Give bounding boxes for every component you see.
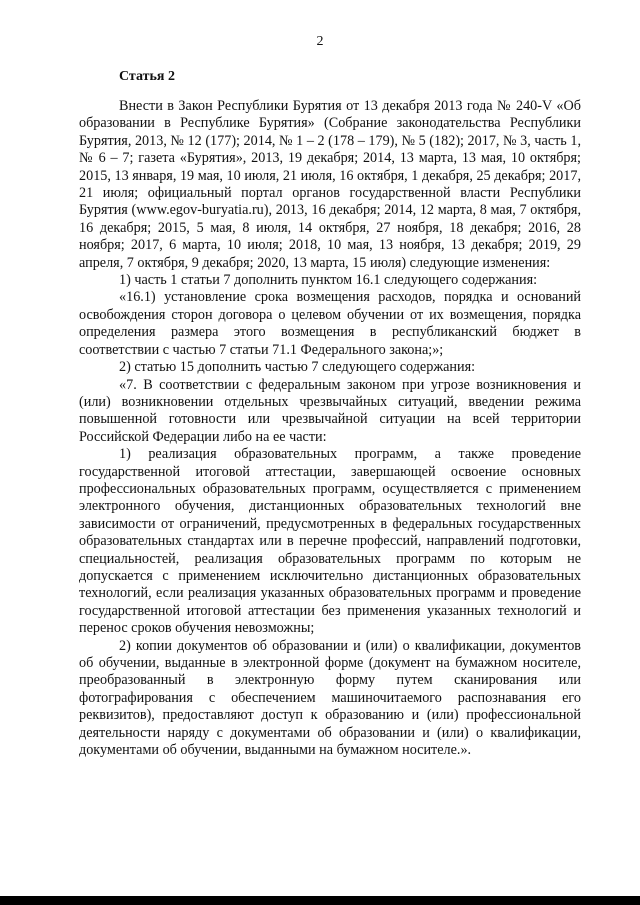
article-title: Статья 2 — [119, 69, 175, 84]
paragraph-item-2: 2) статью 15 дополнить частью 7 следующего содержания: — [119, 359, 476, 376]
scan-bottom-edge — [0, 896, 640, 905]
paragraph-part-7-item-1: 1) реализация образовательных программ, а также проведение государственной итоговой аттестации, завершающей освоение основных профессиональных образовательных программ, осуществляется с применением электронного обучения, дистанционных образовательных технологий вне зависимости от ограничений, предусмотренных в федеральных государственных образовательных стандартах или в перечне профессий, направлений подготовки, специальностей, реализация образовательных программ по которым не допускается с применением исключительно дистанционных образовательных технологий, если реализация указанных образовательных программ и проведение государственной итоговой аттестации без применения указанных технологий и перенос сроков обучения невозможны; — [79, 446, 581, 637]
paragraph-part-7: «7. В соответствии с федеральным законом при угрозе возникновения и (или) возникновении отдельных чрезвычайных ситуаций, введении режима повышенной готовности или чрезвычайной ситуации на всей территории Российской Федерации либо на ее части: — [79, 376, 581, 445]
paragraph-part-7-item-2: 2) копии документов об образовании и (или) о квалификации, документов об обучении, выданные в электронной форме (документ на бумажном носителе, преобразованный в электронную форму путем сканирования или фотографирования с обеспечением машиночитаемого распознавания его реквизитов), предоставляют доступ к образованию и (или) профессиональной деятельности наряду с документами об образовании и (или) о квалификации, документами об обучении, выданными на бумажном носителе.». — [79, 637, 581, 759]
page-number: 2 — [316, 34, 324, 49]
paragraph-amendment-intro: Внести в Закон Республики Бурятия от 13 декабря 2013 года № 240-V «Об образовании в Республике Бурятия» (Собрание законодательства Республики Бурятия, 2013, № 12 (177); 2014, № 1 – 2 (178 – 179), № 5 (182); 2017, № 3, часть 1, № 6 – 7; газета «Бурятия», 2013, 19 декабря; 2014, 13 марта, 13 мая, 10 октября; 2015, 13 января, 19 мая, 10 июля, 21 июля, 16 октября, 1 декабря, 25 декабря; 2017, 21 июля; официальный портал органов государственной власти Республики Бурятия (www.egov-buryatia.ru), 2013, 16 декабря; 2014, 12 марта, 8 мая, 7 октября, 16 декабря; 2015, 5 мая, 8 июля, 14 октября, 27 ноября, 18 декабря; 2016, 28 ноября; 2017, 6 марта, 10 июля; 2018, 10 мая, 13 ноября, 13 декабря; 2019, 29 апреля, 7 октября, 9 декабря; 2020, 13 марта, 15 июля) следующие изменения: — [79, 98, 581, 271]
paragraph-item-1: 1) часть 1 статьи 7 дополнить пунктом 16.1 следующего содержания: — [119, 272, 538, 289]
paragraph-item-16-1: «16.1) установление срока возмещения расходов, порядка и оснований освобождения сторон договора о целевом обучении от их возмещения, порядка определения размера этого возмещения в республиканский бюджет в соответствии с частью 7 статьи 71.1 Федерального закона;»; — [79, 289, 581, 358]
article-body — [79, 98, 581, 759]
